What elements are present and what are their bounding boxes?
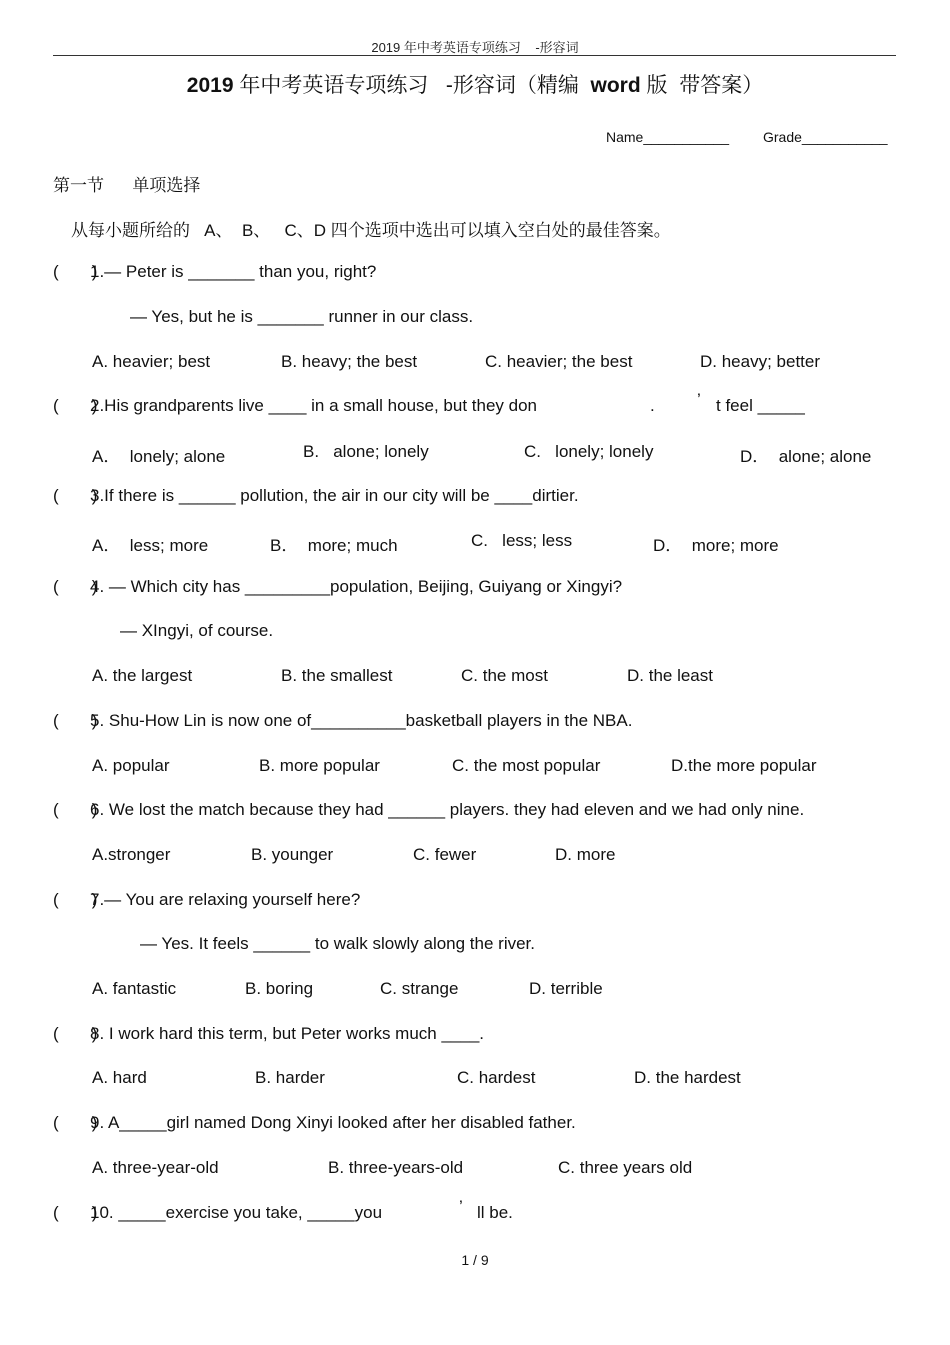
option-a: A. fantastic <box>92 979 177 998</box>
question-stem-apostrophe: ’ <box>697 390 701 409</box>
option-a: A． lonely; alone <box>92 447 226 466</box>
option-d: D. the hardest <box>634 1068 741 1087</box>
option-d: D. the least <box>627 666 713 685</box>
option-b: B. more popular <box>259 756 380 775</box>
question-stem-tail: ll be. <box>477 1203 513 1222</box>
answer-paren: ( ) <box>53 890 98 909</box>
answer-paren: ( ) <box>53 1203 98 1222</box>
page-number: 1 / 9 <box>461 1252 489 1268</box>
title-main: 年中考英语专项练习 -形容词（精编 <box>233 74 591 97</box>
question-stem: 2.His grandparents live ____ in a small house, but they don <box>90 396 537 415</box>
option-c: C. the most <box>461 666 548 685</box>
option-d: D. heavy; better <box>700 352 821 371</box>
header-divider <box>53 55 896 56</box>
document-title <box>0 69 950 99</box>
option-a: A. hard <box>92 1068 147 1087</box>
question-followup: — XIngyi, of course. <box>120 621 274 640</box>
option-a: A.stronger <box>92 845 171 864</box>
option-d: D． alone; alone <box>740 447 872 466</box>
question-stem: 3.If there is ______ pollution, the air in our city will be ____dirtier. <box>90 486 579 505</box>
option-a: A. the largest <box>92 666 193 685</box>
option-d: D.the more popular <box>671 756 817 775</box>
option-b: B. younger <box>251 845 334 864</box>
option-b: B. harder <box>255 1068 325 1087</box>
option-b: B． more; much <box>270 536 398 555</box>
grade-field-label: Grade___________ <box>763 129 888 145</box>
section-heading: 第一节 单项选择 <box>53 176 201 195</box>
option-c: C. fewer <box>413 845 477 864</box>
option-a: A． less; more <box>92 536 209 555</box>
question-stem: 5. Shu-How Lin is now one of__________basketball players in the NBA. <box>90 711 633 730</box>
question-followup: — Yes, but he is _______ runner in our class. <box>130 307 474 326</box>
answer-paren: ( ) <box>53 262 98 281</box>
question-stem: 10. _____exercise you take, _____you <box>90 1203 383 1222</box>
option-c: C. lonely; lonely <box>524 442 654 461</box>
option-a: A. popular <box>92 756 170 775</box>
title-word: word <box>590 74 641 97</box>
option-b: B. the smallest <box>281 666 393 685</box>
answer-paren: ( ) <box>53 577 98 596</box>
option-b: B. alone; lonely <box>303 442 429 461</box>
option-a: A. heavier; best <box>92 352 211 371</box>
question-stem-apostrophe: ’ <box>459 1197 463 1216</box>
option-c: C. heavier; the best <box>485 352 633 371</box>
option-d: D． more; more <box>653 536 779 555</box>
question-stem: 4. — Which city has _________population, Beijing, Guiyang or Xingyi? <box>90 577 623 596</box>
answer-paren: ( ) <box>53 486 98 505</box>
answer-paren: ( ) <box>53 1024 98 1043</box>
answer-paren: ( ) <box>53 396 98 415</box>
question-stem: 8. I work hard this term, but Peter works much ____. <box>90 1024 484 1043</box>
title-year: 2019 <box>186 74 234 97</box>
name-field-label: Name___________ <box>606 129 729 145</box>
question-followup: — Yes. It feels ______ to walk slowly along the river. <box>140 934 536 953</box>
running-header: 2019 年中考英语专项练习 -形容词 <box>371 40 579 55</box>
option-c: C. less; less <box>471 531 573 550</box>
answer-paren: ( ) <box>53 1113 98 1132</box>
question-stem-tail: t feel _____ <box>716 396 805 415</box>
instructions: 从每小题所给的 A、 B、 C、D 四个选项中选出可以填入空白处的最佳答案。 <box>71 221 671 240</box>
option-b: B. three-years-old <box>328 1158 464 1177</box>
question-stem-dot: . <box>650 396 655 415</box>
option-b: B. boring <box>245 979 314 998</box>
question-stem: 9. A_____girl named Dong Xinyi looked after her disabled father. <box>90 1113 576 1132</box>
option-d: D. terrible <box>529 979 603 998</box>
question-stem: 1.— Peter is _______ than you, right? <box>90 262 377 281</box>
title-tail: 版 带答案） <box>640 74 764 97</box>
question-stem: 6. We lost the match because they had ______ players. they had eleven and we had only nine. <box>90 800 805 819</box>
question-stem: 7.— You are relaxing yourself here? <box>90 890 361 909</box>
answer-paren: ( ) <box>53 800 98 819</box>
option-b: B. heavy; the best <box>281 352 418 371</box>
option-c: C. strange <box>380 979 459 998</box>
option-a: A. three-year-old <box>92 1158 219 1177</box>
option-c: C. the most popular <box>452 756 601 775</box>
option-c: C. hardest <box>457 1068 536 1087</box>
option-d: D. more <box>555 845 616 864</box>
option-c: C. three years old <box>558 1158 693 1177</box>
answer-paren: ( ) <box>53 711 98 730</box>
